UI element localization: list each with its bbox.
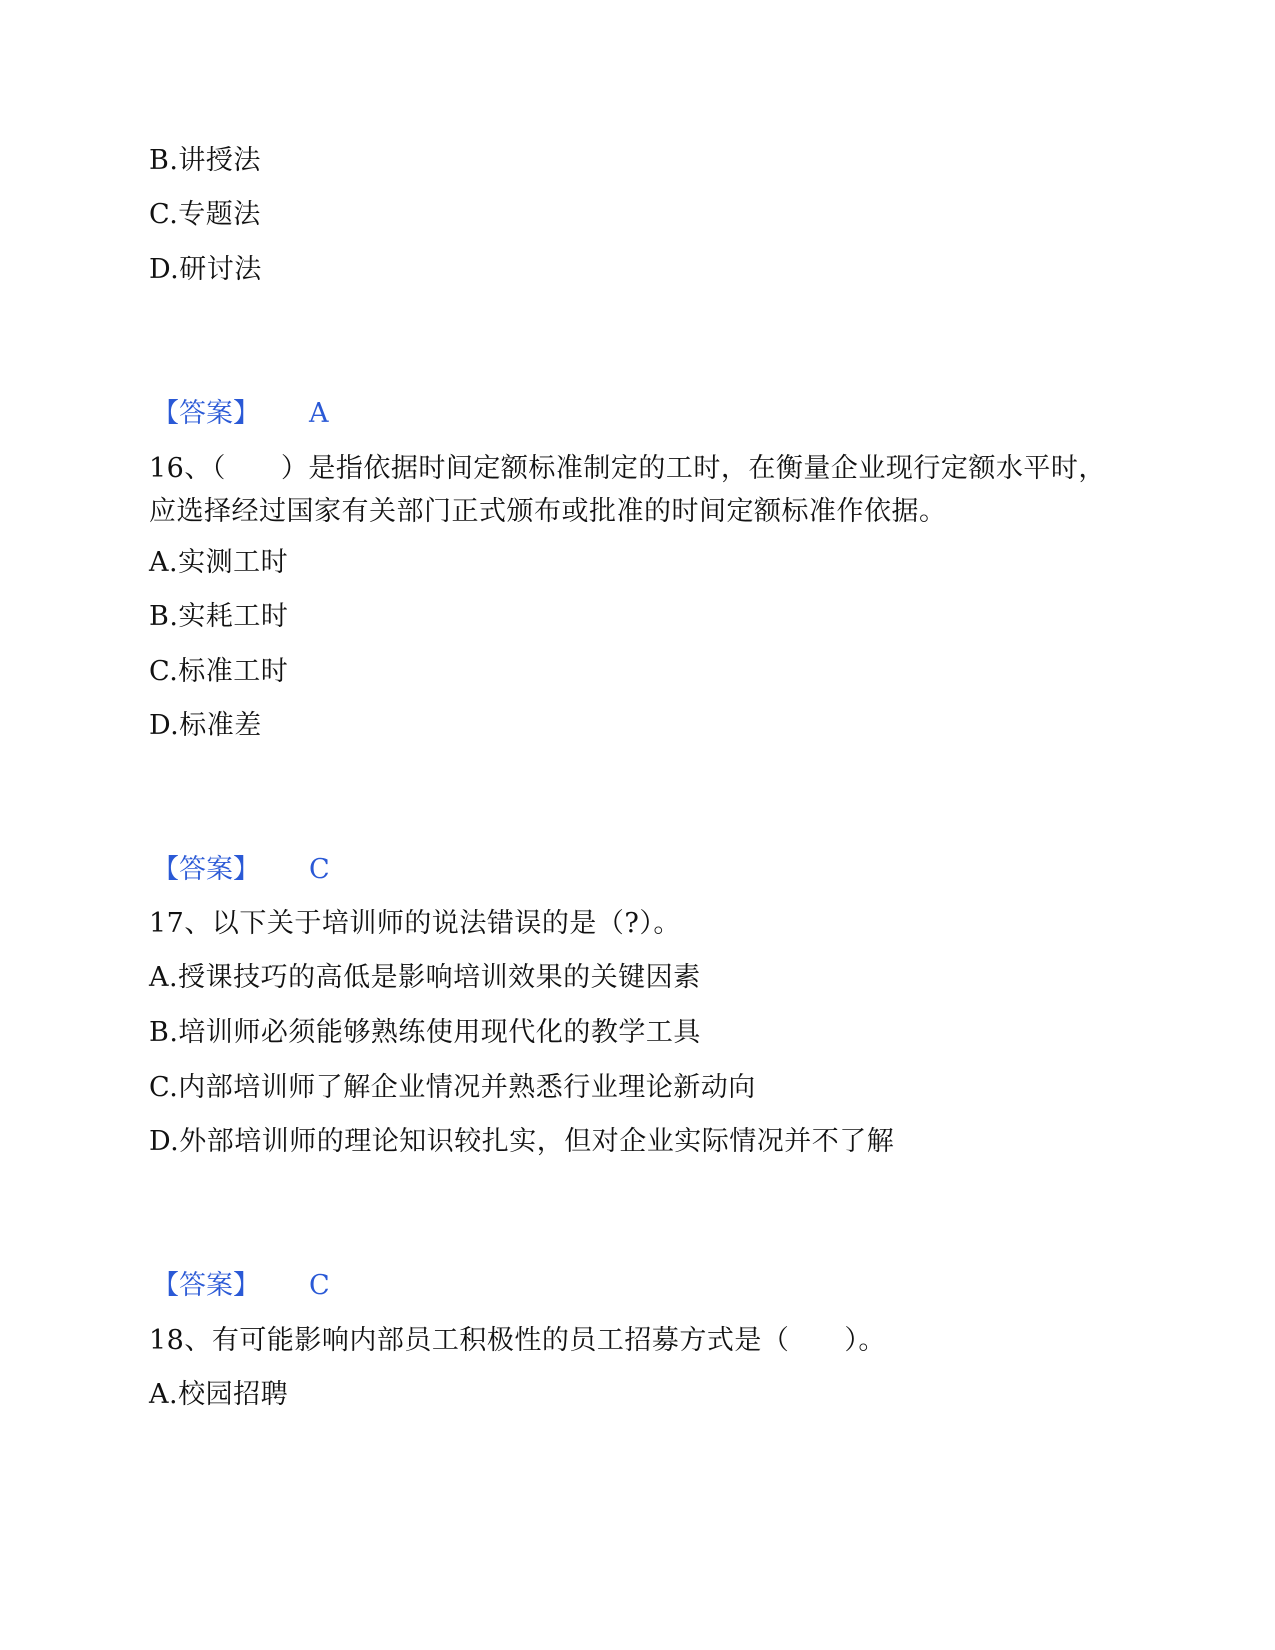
option-a-q16: A.实测工时 — [149, 547, 289, 578]
option-a-q18: A.校园招聘 — [149, 1379, 289, 1410]
option-d-q16: D.标准差 — [149, 710, 262, 741]
option-b-q17: B.培训师必须能够熟练使用现代化的教学工具 — [149, 1017, 701, 1048]
question-18: 18、有可能影响内部员工积极性的员工招募方式是（ ）。 — [149, 1325, 886, 1356]
option-c-q15: C.专题法 — [149, 199, 261, 230]
option-c-q17: C.内部培训师了解企业情况并熟悉行业理论新动向 — [149, 1072, 756, 1103]
answer-q16 — [152, 852, 330, 888]
answer-q15 — [152, 396, 329, 432]
answer-label: 【答案】 — [152, 398, 260, 429]
answer-value: A — [309, 398, 329, 429]
option-d-q15: D.研讨法 — [149, 254, 262, 285]
answer-value: C — [309, 1270, 330, 1301]
answer-label: 【答案】 — [152, 1270, 260, 1301]
option-c-q16: C.标准工时 — [149, 656, 289, 687]
question-17: 17、以下关于培训师的说法错误的是（?）。 — [149, 908, 681, 939]
option-b-q16: B.实耗工时 — [149, 601, 289, 632]
answer-q17 — [152, 1268, 330, 1304]
question-16: 16、（ ）是指依据时间定额标准制定的工时，在衡量企业现行定额水平时，应选择经过国家有关部门正式颁布或批准的时间定额标准作依据。 — [149, 453, 1106, 527]
option-b-q15: B.讲授法 — [149, 145, 261, 176]
answer-label: 【答案】 — [152, 854, 260, 885]
answer-value: C — [309, 854, 330, 885]
option-a-q17: A.授课技巧的高低是影响培训效果的关键因素 — [149, 962, 701, 993]
option-d-q17: D.外部培训师的理论知识较扎实，但对企业实际情况并不了解 — [149, 1126, 895, 1157]
